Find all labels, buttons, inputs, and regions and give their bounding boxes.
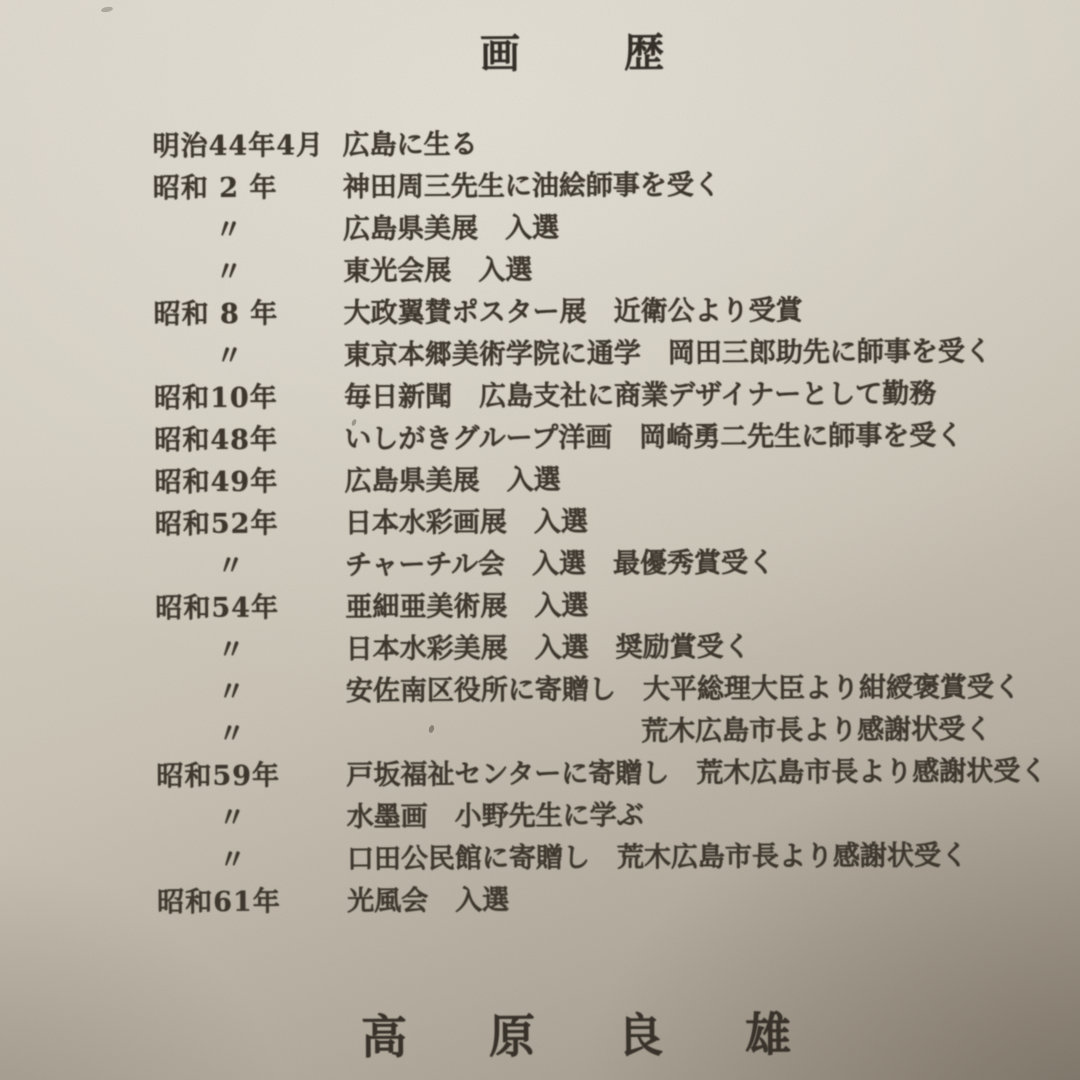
entry-event: 光風会 入選 [347,885,510,918]
entry-event: 広島県美展 入選 [343,212,560,246]
history-row [155,541,1005,588]
entry-event: 広島県美展 入選 [344,464,561,498]
entry-year-ditto: 〃 [218,802,247,834]
history-row [155,499,1005,546]
history-row [152,121,1002,168]
entry-year: 昭和49年 [154,466,279,499]
entry-event: 東光会展 入選 [343,255,533,288]
entry-event: 東京本郷美術学院に通学 岡田三郎助先に師事を受く [343,336,992,372]
entry-year-ditto: 〃 [218,844,248,876]
history-row [156,667,1022,714]
history-row [154,331,1004,378]
entry-year: 昭和48年 [154,424,279,457]
entry-year-ditto: 〃 [215,214,244,246]
page-title: 画歴 [479,28,769,78]
entry-year-ditto: 〃 [215,340,244,372]
history-row [155,583,1005,630]
history-row [154,415,1004,462]
entry-event: いしがきグループ洋画 岡崎勇二先生に師事を受く [344,420,964,456]
entry-event: 戸坂福祉センターに寄贈し 荒木広島市長より感謝状受く [346,755,1048,792]
entry-event: 水墨画 小野先生に学ぶ [346,800,644,834]
entry-year: 明治44年4月 [152,130,325,163]
history-row [157,835,1007,882]
history-row [157,877,1007,924]
entry-event: 荒木広島市長より感謝状受く [641,714,993,748]
history-row [155,457,1005,504]
entry-year-ditto: 〃 [218,718,247,750]
history-row [156,709,1006,756]
entry-year: 昭和59年 [156,760,281,793]
artist-signature: 高原良雄 [360,1006,874,1065]
entry-year-ditto: 〃 [215,256,244,288]
entry-event: 日本水彩画展 入選 [344,506,588,540]
entry-event: 大政翼賛ポスター展 近衛公より受賞 [343,295,803,330]
entry-event: 口田公民館に寄贈し 荒木広島市長より感謝状受く [346,840,969,876]
history-row [157,793,1007,840]
entry-event: 神田周三先生に油絵師事を受く [342,169,721,204]
entry-event: 亜細亜美術展 入選 [345,590,589,624]
history-row [156,625,1006,672]
entry-year: 昭和 2 年 [152,172,278,205]
entry-year: 昭和61年 [157,886,281,919]
entry-year: 昭和54年 [155,592,280,625]
history-row [153,289,1003,336]
entry-event: 広島に生る [342,129,478,162]
entry-year-ditto: 〃 [217,676,247,708]
history-list [152,121,1048,924]
history-row [153,205,1003,252]
entry-year-ditto: 〃 [217,550,246,582]
entry-event: チャーチル会 入選 最優秀賞受く [345,547,776,582]
entry-year: 昭和10年 [154,382,278,415]
entry-year: 昭和52年 [154,508,279,541]
entry-year: 昭和 8 年 [153,298,279,331]
history-row [154,373,1004,420]
entry-year-ditto: 〃 [217,634,246,666]
history-row [156,751,1048,798]
entry-event: 安佐南区役所に寄贈し 大平総理大臣より紺綬褒賞受く [345,672,1022,708]
entry-event: 日本水彩美展 入選 奨励賞受く [345,631,751,666]
history-row [153,247,1003,294]
entry-event: 毎日新聞 広島支社に商業デザイナーとして勤務 [344,378,937,414]
history-row [153,163,1003,210]
